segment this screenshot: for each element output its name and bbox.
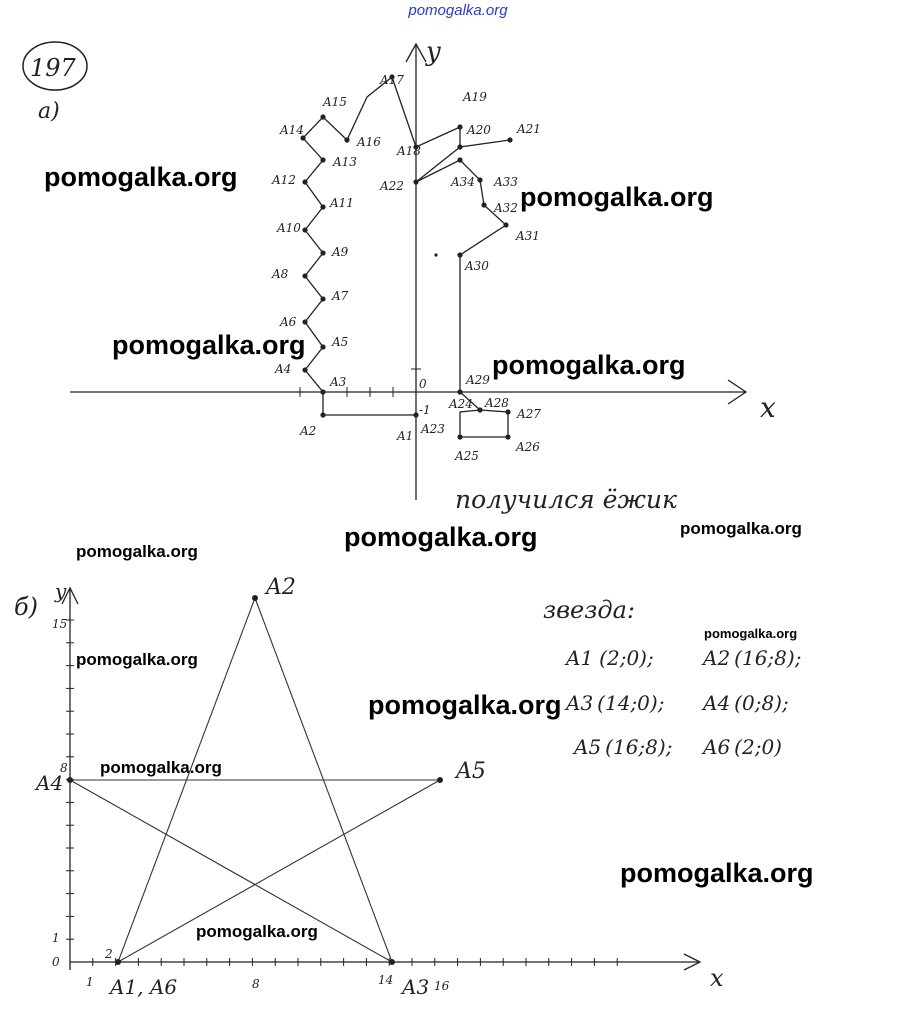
- part-a-label: а): [38, 99, 60, 124]
- y-tick-1: 1: [52, 931, 60, 945]
- label-a22: A22: [380, 179, 404, 193]
- graph-b-y-label: y: [55, 579, 67, 603]
- task-number: 197: [30, 54, 76, 82]
- star-label-a2: A2: [266, 575, 296, 600]
- label-a6: A6: [280, 315, 297, 329]
- star-list-title: звезда:: [543, 596, 635, 624]
- point-a6: A6 (2;0): [703, 735, 782, 759]
- watermark[interactable]: pomogalka.org: [520, 182, 714, 212]
- watermark[interactable]: pomogalka.org: [620, 858, 814, 888]
- point-a3: A3 (14;0);: [566, 691, 665, 715]
- point-a4: A4 (0;8);: [703, 691, 789, 715]
- watermark[interactable]: pomogalka.org: [44, 162, 238, 192]
- label-a34: A34: [451, 175, 475, 189]
- star-label-a4: A4: [36, 771, 64, 795]
- label-a25: A25: [455, 449, 479, 463]
- label-a8: A8: [272, 267, 289, 281]
- label-a4: A4: [275, 362, 292, 376]
- watermark[interactable]: pomogalka.org: [76, 542, 198, 561]
- watermark[interactable]: pomogalka.org: [76, 650, 198, 669]
- label-a10: A10: [277, 221, 301, 235]
- label-a24: A24: [449, 397, 473, 411]
- graph-b-origin: 0: [52, 955, 60, 969]
- watermark[interactable]: pomogalka.org: [344, 522, 538, 552]
- watermark[interactable]: pomogalka.org: [112, 330, 306, 360]
- label-a20: A20: [467, 123, 491, 137]
- y-tick-15: 15: [52, 617, 68, 631]
- label-a11: A11: [330, 196, 354, 210]
- label-a18: A18: [397, 144, 421, 158]
- point-a5: A5 (16;8);: [574, 735, 673, 759]
- watermark[interactable]: pomogalka.org: [680, 519, 802, 538]
- part-b-label: б): [14, 593, 39, 621]
- graph-a-caption: получился ёжик: [455, 485, 677, 514]
- point-a2: A2 (16;8);: [703, 646, 802, 670]
- label-a12: A12: [272, 173, 296, 187]
- star-label-a3: A3: [402, 975, 430, 999]
- label-a23: A23: [421, 422, 445, 436]
- label-a15: A15: [323, 95, 347, 109]
- label-a5: A5: [332, 335, 349, 349]
- label-a14: A14: [280, 123, 304, 137]
- graph-a-minus-one: -1: [419, 403, 431, 417]
- watermark[interactable]: pomogalka.org: [704, 626, 798, 641]
- label-a9: A9: [332, 245, 349, 259]
- graph-b-x-label: x: [710, 964, 724, 992]
- label-a1: A1: [397, 429, 414, 443]
- point-a1: A1 (2;0);: [566, 646, 654, 670]
- watermark[interactable]: pomogalka.org: [196, 922, 318, 941]
- star-label-a1a6: A1, A6: [110, 975, 178, 999]
- header-watermark[interactable]: pomogalka.org: [408, 2, 508, 19]
- label-a26: A26: [516, 440, 540, 454]
- x-tick-1: 1: [86, 975, 94, 989]
- label-a3: A3: [330, 375, 347, 389]
- label-a33: A33: [494, 175, 518, 189]
- label-a17: A17: [380, 73, 404, 87]
- watermark[interactable]: pomogalka.org: [100, 758, 222, 777]
- label-a30: A30: [465, 259, 489, 273]
- label-a29: A29: [466, 373, 490, 387]
- y-tick-8: 8: [60, 761, 68, 775]
- star-label-a5: A5: [456, 759, 486, 784]
- label-a31: A31: [516, 229, 540, 243]
- x-tick-8: 8: [252, 977, 260, 991]
- x-tick-16: 16: [434, 979, 450, 993]
- label-a2: A2: [300, 424, 317, 438]
- x-tick-2: 2: [105, 947, 113, 961]
- graph-a-x-label: x: [760, 391, 776, 424]
- label-a27: A27: [517, 407, 541, 421]
- label-a13: A13: [333, 155, 357, 169]
- watermark[interactable]: pomogalka.org: [492, 350, 686, 380]
- label-a28: A28: [485, 396, 509, 410]
- label-a19: A19: [463, 90, 487, 104]
- label-a7: A7: [332, 289, 349, 303]
- label-a16: A16: [357, 135, 381, 149]
- x-tick-14: 14: [378, 973, 394, 987]
- star-points-list: [564, 646, 801, 759]
- graph-a-origin: 0: [419, 377, 427, 391]
- label-a21: A21: [517, 122, 541, 136]
- label-a32: A32: [494, 201, 518, 215]
- watermark[interactable]: pomogalka.org: [368, 690, 562, 720]
- graph-a-y-label: y: [426, 37, 441, 67]
